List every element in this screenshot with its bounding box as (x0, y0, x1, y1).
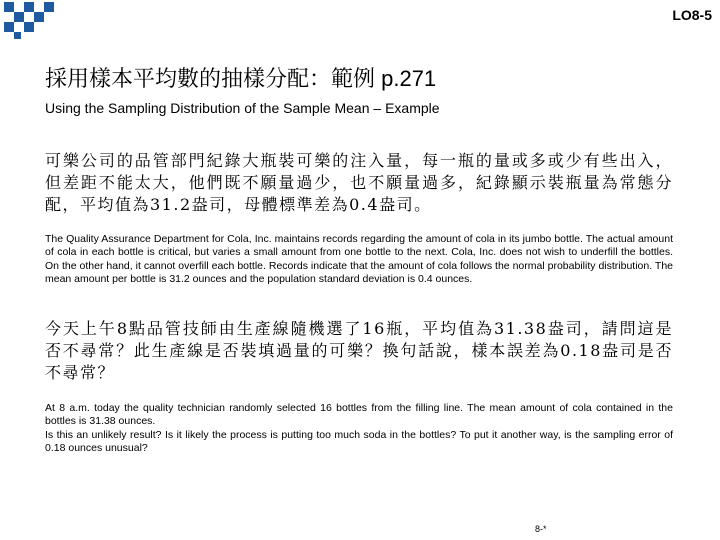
chinese-paragraph-2: 今天上午8點品管技師由生產線隨機選了16瓶，平均值為31.38盎司，請問這是否不尋常？此生產線是否裝填過量的可樂？換句話說，樣本誤差為0.18盎司是否不尋常？ (45, 319, 673, 382)
checker-squares-logo-icon (0, 0, 60, 42)
slide-title: 採用樣本平均數的抽樣分配：範例 p.271 (45, 66, 437, 91)
slide-subtitle: Using the Sampling Distribution of the Sample Mean – Example (45, 100, 440, 116)
chinese-paragraph-1: 可樂公司的品管部門紀錄大瓶裝可樂的注入量，每一瓶的量或多或少有些出入，但差距不能太大，他們既不願量過少，也不願量過多，紀錄顯示裝瓶量為常態分配，平均值為31.2盎司，母體標準差為0.4盎司。 (45, 151, 673, 214)
english-paragraph-2a: At 8 a.m. today the quality technician randomly selected 16 bottles from the filling line. The mean amount of cola contained in the bottles is 31.38 ounces. (45, 402, 673, 428)
english-paragraph-1: The Quality Assurance Department for Cola, Inc. maintains records regarding the amount of cola in its jumbo bottle. The actual amount of cola in each bottle is critical, but varies a small amount from one bottle to the next. Cola, Inc. does not wish to underfill the bottles. On the other hand, it cannot overfill each bottle. Records indicate that the amount of cola follows the normal probability distribution. The mean amount per bottle is 31.2 ounces and the population standard deviation is 0.4 ounces. (45, 233, 673, 286)
english-paragraph-2 (45, 402, 673, 456)
english-paragraph-2b: Is this an unlikely result? Is it likely the process is putting too much soda in the bottles? To put it another way, is the sampling error of 0.18 ounces unusual? (45, 428, 673, 455)
page-number: 8-* (535, 524, 547, 534)
learning-objective-label: LO8-5 (672, 7, 712, 23)
